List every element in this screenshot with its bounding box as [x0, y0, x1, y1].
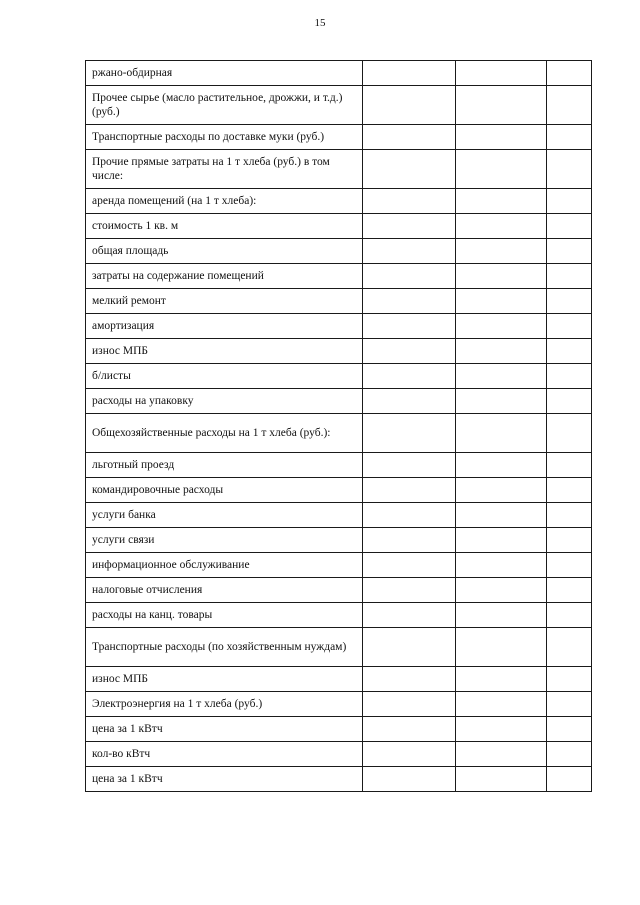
table-row — [86, 453, 592, 478]
table-row — [86, 61, 592, 86]
value-cell-2 — [456, 553, 547, 578]
value-cell-1 — [363, 189, 456, 214]
value-cell-1 — [363, 339, 456, 364]
value-cell-3 — [547, 503, 592, 528]
value-cell-2 — [456, 503, 547, 528]
value-cell-1 — [363, 692, 456, 717]
value-cell-3 — [547, 364, 592, 389]
table-row — [86, 150, 592, 189]
value-cell-1 — [363, 150, 456, 189]
table-row — [86, 692, 592, 717]
value-cell-2 — [456, 528, 547, 553]
value-cell-1 — [363, 364, 456, 389]
table-row — [86, 189, 592, 214]
value-cell-3 — [547, 553, 592, 578]
value-cell-2 — [456, 628, 547, 667]
row-label-cell: Транспортные расходы (по хозяйственным нуждам) — [86, 628, 363, 667]
value-cell-1 — [363, 61, 456, 86]
value-cell-2 — [456, 717, 547, 742]
value-cell-2 — [456, 742, 547, 767]
table-row — [86, 289, 592, 314]
value-cell-2 — [456, 767, 547, 792]
table-row — [86, 503, 592, 528]
row-label-cell: командировочные расходы — [86, 478, 363, 503]
row-label-cell: налоговые отчисления — [86, 578, 363, 603]
value-cell-3 — [547, 667, 592, 692]
value-cell-3 — [547, 264, 592, 289]
value-cell-1 — [363, 503, 456, 528]
value-cell-2 — [456, 578, 547, 603]
row-label-cell: услуги связи — [86, 528, 363, 553]
table-row — [86, 364, 592, 389]
value-cell-3 — [547, 478, 592, 503]
table-row — [86, 478, 592, 503]
table-row — [86, 578, 592, 603]
value-cell-2 — [456, 692, 547, 717]
value-cell-2 — [456, 603, 547, 628]
table-row — [86, 553, 592, 578]
table-row — [86, 667, 592, 692]
value-cell-1 — [363, 667, 456, 692]
value-cell-3 — [547, 239, 592, 264]
table-row — [86, 86, 592, 125]
value-cell-2 — [456, 478, 547, 503]
value-cell-3 — [547, 389, 592, 414]
table-row — [86, 389, 592, 414]
value-cell-2 — [456, 667, 547, 692]
value-cell-3 — [547, 289, 592, 314]
value-cell-2 — [456, 125, 547, 150]
value-cell-1 — [363, 717, 456, 742]
row-label-cell: затраты на содержание помещений — [86, 264, 363, 289]
table-row — [86, 125, 592, 150]
value-cell-3 — [547, 717, 592, 742]
value-cell-2 — [456, 189, 547, 214]
value-cell-2 — [456, 364, 547, 389]
value-cell-3 — [547, 628, 592, 667]
value-cell-3 — [547, 214, 592, 239]
table-row — [86, 603, 592, 628]
row-label-cell: льготный проезд — [86, 453, 363, 478]
value-cell-1 — [363, 289, 456, 314]
value-cell-1 — [363, 314, 456, 339]
value-cell-3 — [547, 61, 592, 86]
row-label-cell: стоимость 1 кв. м — [86, 214, 363, 239]
row-label-cell: Транспортные расходы по доставке муки (руб.) — [86, 125, 363, 150]
value-cell-1 — [363, 214, 456, 239]
value-cell-1 — [363, 414, 456, 453]
table-row — [86, 767, 592, 792]
value-cell-1 — [363, 767, 456, 792]
row-label-cell: цена за 1 кВтч — [86, 717, 363, 742]
value-cell-1 — [363, 628, 456, 667]
value-cell-3 — [547, 86, 592, 125]
value-cell-1 — [363, 578, 456, 603]
row-label-cell: ржано-обдирная — [86, 61, 363, 86]
row-label-cell: Прочее сырье (масло растительное, дрожжи, и т.д.) (руб.) — [86, 86, 363, 125]
value-cell-2 — [456, 414, 547, 453]
row-label-cell: мелкий ремонт — [86, 289, 363, 314]
row-label-cell: амортизация — [86, 314, 363, 339]
row-label-cell: информационное обслуживание — [86, 553, 363, 578]
value-cell-1 — [363, 553, 456, 578]
value-cell-1 — [363, 264, 456, 289]
table-row — [86, 239, 592, 264]
value-cell-2 — [456, 339, 547, 364]
value-cell-2 — [456, 264, 547, 289]
value-cell-1 — [363, 389, 456, 414]
cost-table — [85, 60, 592, 792]
value-cell-3 — [547, 150, 592, 189]
value-cell-1 — [363, 478, 456, 503]
table-row — [86, 214, 592, 239]
value-cell-2 — [456, 389, 547, 414]
table-row — [86, 339, 592, 364]
value-cell-1 — [363, 528, 456, 553]
value-cell-3 — [547, 742, 592, 767]
value-cell-1 — [363, 603, 456, 628]
row-label-cell: общая площадь — [86, 239, 363, 264]
value-cell-2 — [456, 453, 547, 478]
cost-table-body — [86, 61, 592, 792]
table-row — [86, 742, 592, 767]
row-label-cell: Прочие прямые затраты на 1 т хлеба (руб.) в том числе: — [86, 150, 363, 189]
value-cell-2 — [456, 86, 547, 125]
row-label-cell: цена за 1 кВтч — [86, 767, 363, 792]
table-row — [86, 628, 592, 667]
value-cell-1 — [363, 86, 456, 125]
row-label-cell: аренда помещений (на 1 т хлеба): — [86, 189, 363, 214]
value-cell-1 — [363, 453, 456, 478]
value-cell-3 — [547, 189, 592, 214]
value-cell-3 — [547, 125, 592, 150]
value-cell-2 — [456, 289, 547, 314]
value-cell-2 — [456, 61, 547, 86]
row-label-cell: износ МПБ — [86, 339, 363, 364]
value-cell-3 — [547, 414, 592, 453]
row-label-cell: кол-во кВтч — [86, 742, 363, 767]
page-number: 15 — [314, 17, 326, 29]
row-label-cell: услуги банка — [86, 503, 363, 528]
value-cell-3 — [547, 578, 592, 603]
table-row — [86, 264, 592, 289]
row-label-cell: расходы на канц. товары — [86, 603, 363, 628]
value-cell-2 — [456, 239, 547, 264]
value-cell-1 — [363, 239, 456, 264]
table-row — [86, 314, 592, 339]
value-cell-2 — [456, 214, 547, 239]
table-row — [86, 414, 592, 453]
value-cell-3 — [547, 453, 592, 478]
value-cell-3 — [547, 767, 592, 792]
value-cell-1 — [363, 125, 456, 150]
value-cell-3 — [547, 692, 592, 717]
row-label-cell: износ МПБ — [86, 667, 363, 692]
row-label-cell: Электроэнергия на 1 т хлеба (руб.) — [86, 692, 363, 717]
value-cell-3 — [547, 528, 592, 553]
value-cell-3 — [547, 339, 592, 364]
table-row — [86, 528, 592, 553]
row-label-cell: Общехозяйственные расходы на 1 т хлеба (руб.): — [86, 414, 363, 453]
value-cell-2 — [456, 150, 547, 189]
value-cell-1 — [363, 742, 456, 767]
row-label-cell: расходы на упаковку — [86, 389, 363, 414]
table-row — [86, 717, 592, 742]
row-label-cell: б/листы — [86, 364, 363, 389]
value-cell-2 — [456, 314, 547, 339]
value-cell-3 — [547, 314, 592, 339]
value-cell-3 — [547, 603, 592, 628]
